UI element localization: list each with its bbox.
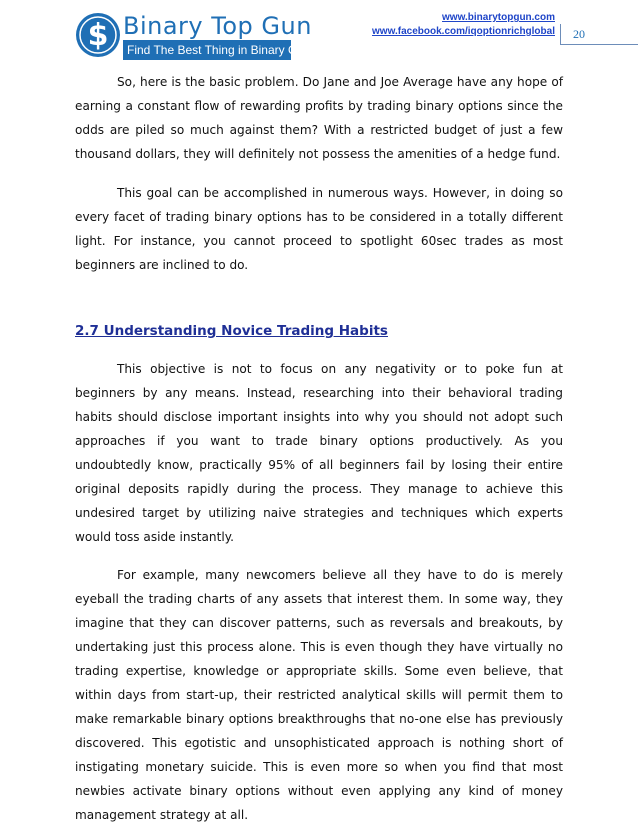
- facebook-link[interactable]: www.facebook.com/iqoptionrichglobal: [372, 26, 555, 37]
- website-link[interactable]: www.binarytopgun.com: [442, 12, 555, 23]
- logo-title: Binary Top Gun: [123, 12, 312, 40]
- binary-top-gun-logo[interactable]: [75, 10, 330, 62]
- header-links: [372, 11, 555, 39]
- body-paragraph: So, here is the basic problem. Do Jane and Joe Average have any hope of earning a constant flow of rewarding profits by trading binary options since the odds are piled so much against them? With a restricted budget of just a few thousand dollars, they will definitely not possess the amenities of a hedge fund.: [75, 75, 563, 161]
- body-paragraph: This objective is not to focus on any negativity or to poke fun at beginners by any means. Instead, researching into their behavioral trading habits should disclose important insights into why you should not adopt such approaches if you want to trade binary options productively. As you undoubtedly know, practically 95% of all beginners fail by losing their entire original deposits rapidly during the process. They manage to achieve this undesired target by utilizing naive strategies and techniques which experts would toss aside instantly.: [75, 362, 563, 544]
- dollar-coin-icon: [75, 10, 123, 60]
- body-paragraph: This goal can be accomplished in numerous ways. However, in doing so every facet of trading binary options has to be considered in a totally different light. For instance, you cannot proceed to spotlight 60sec trades as most beginners are inclined to do.: [75, 186, 563, 272]
- page-content: [75, 70, 563, 827]
- body-paragraph: For example, many newcomers believe all they have to do is merely eyeball the trading charts of any assets that interest them. In some way, they imagine that they can discover patterns, such as reversals and breakouts, by undertaking just this process alone. This is even though they have virtually no trading expertise, knowledge or appropriate skills. Some even believe, that within days from start-up, their restricted analytical skills will permit them to make remarkable binary options breakthroughs that no-one else has previously discovered. This egotistic and unsophisticated approach is nothing short of instigating monetary suicide. This is even more so when you find that most newbies activate binary options without even applying any kind of money management strategy at all.: [75, 568, 563, 822]
- page-number-box: [560, 24, 638, 45]
- logo-tagline: Find The Best Thing in Binary Options: [123, 40, 291, 60]
- section-heading: 2.7 Understanding Novice Trading Habits: [75, 323, 388, 339]
- dollar-symbol: $: [87, 18, 109, 53]
- page-number: 20: [573, 27, 585, 41]
- page-header: [0, 0, 638, 70]
